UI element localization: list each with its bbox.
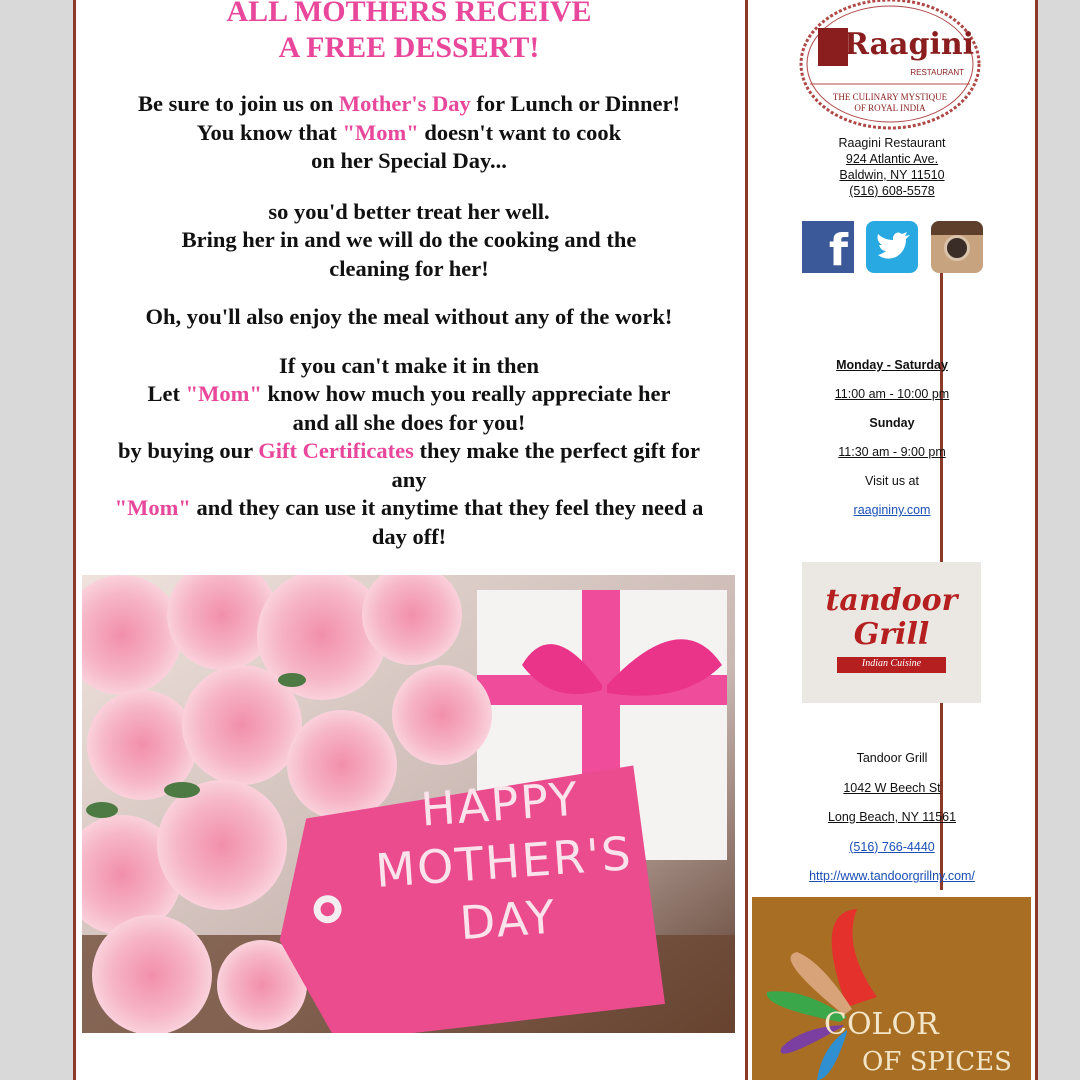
phone-link[interactable]: (516) 766-4440: [849, 839, 935, 854]
paragraph-invite: [83, 90, 735, 176]
tandoor-logo-sub: Indian Cuisine: [861, 658, 922, 669]
hours-time: 11:00 am - 10:00 pm: [834, 387, 950, 401]
raagini-logo-sub: RESTAURANT: [910, 68, 964, 77]
tagline-line: THE CULINARY MYSTIQUE: [832, 92, 948, 102]
visit-label: Visit us at: [865, 474, 919, 488]
street-address[interactable]: 924 Atlantic Ave.: [845, 152, 939, 166]
tag-line: DAY: [457, 889, 559, 951]
text: You know that: [196, 119, 343, 145]
text: for Lunch or Dinner!: [470, 91, 680, 116]
text: If you can't make it in then: [278, 352, 539, 378]
hours-section: [752, 357, 1032, 518]
color-of-spices-logo[interactable]: [752, 897, 1031, 1080]
mom-highlight: "Mom": [342, 119, 419, 145]
gift-certificates-highlight: Gift Certificates: [258, 438, 414, 463]
text: any: [391, 466, 427, 492]
hours-days: Monday - Saturday: [836, 358, 948, 372]
raagini-tagline: [798, 92, 982, 114]
headline-line-2: A FREE DESSERT!: [278, 31, 540, 64]
mothers-day-photo: [82, 575, 735, 1033]
hours-days: Sunday: [869, 416, 915, 430]
facebook-icon[interactable]: f: [802, 221, 854, 273]
spices-logo-line1: COLOR: [824, 1007, 939, 1042]
text: day off!: [371, 523, 447, 549]
text: so you'd better treat her well.: [268, 198, 550, 224]
raagini-logo[interactable]: [798, 0, 982, 130]
mothers-day-highlight: Mother's Day: [338, 91, 471, 116]
phone-link[interactable]: (516) 608-5578: [849, 184, 935, 198]
raagini-logo-name: Raagini: [844, 27, 975, 62]
text: doesn't want to cook: [418, 119, 622, 145]
instagram-icon[interactable]: [931, 221, 983, 273]
text: by buying our: [118, 438, 259, 463]
text: Let: [147, 381, 186, 406]
mom-highlight: "Mom": [114, 495, 191, 520]
flyer-content: [83, 0, 735, 551]
headline-line-1: ALL MOTHERS RECEIVE: [226, 0, 592, 28]
restaurant-name: Tandoor Grill: [856, 751, 928, 765]
mom-highlight: "Mom": [185, 381, 262, 406]
paragraph-treat: [83, 198, 735, 284]
paragraph-gift: [83, 352, 735, 552]
raagini-address: [752, 135, 1032, 199]
website-link[interactable]: raagininy.com: [853, 503, 931, 517]
city-address[interactable]: Long Beach, NY 11561: [827, 810, 957, 824]
website-link[interactable]: http://www.tandoorgrillny.com/: [809, 869, 975, 883]
text: cleaning for her!: [329, 255, 489, 281]
text: on her Special Day...: [311, 148, 507, 173]
street-address[interactable]: 1042 W Beech St: [843, 780, 941, 795]
restaurant-name: Raagini Restaurant: [838, 136, 946, 150]
flyer-headline: [83, 0, 735, 66]
tandoor-grill-logo[interactable]: [802, 562, 981, 703]
paragraph-enjoy: Oh, you'll also enjoy the meal without any of the work!: [145, 304, 673, 329]
spices-logo-line2: OF SPICES: [862, 1047, 1012, 1077]
text: Bring her in and we will do the cooking and the: [181, 227, 637, 252]
hours-time: 11:30 am - 9:00 pm: [838, 445, 946, 459]
tandoor-address: [752, 750, 1032, 884]
tag-line: HAPPY: [418, 771, 581, 837]
text: know how much you really appreciate her: [261, 381, 671, 406]
column-divider: [745, 0, 748, 1080]
tag-line: MOTHER'S: [373, 826, 635, 898]
text: Be sure to join us on: [138, 91, 339, 116]
tandoor-logo-name: tandoor Grill: [825, 583, 958, 652]
text: they make the perfect gift for: [413, 438, 700, 463]
tag-text: [358, 765, 649, 958]
tagline-line: OF ROYAL INDIA: [854, 103, 926, 113]
twitter-icon[interactable]: [866, 221, 918, 273]
text: and all she does for you!: [292, 409, 526, 435]
text: and they can use it anytime that they feel they need a: [190, 495, 704, 520]
twitter-bird-icon: [866, 221, 918, 273]
city-address[interactable]: Baldwin, NY 11510: [839, 168, 945, 182]
